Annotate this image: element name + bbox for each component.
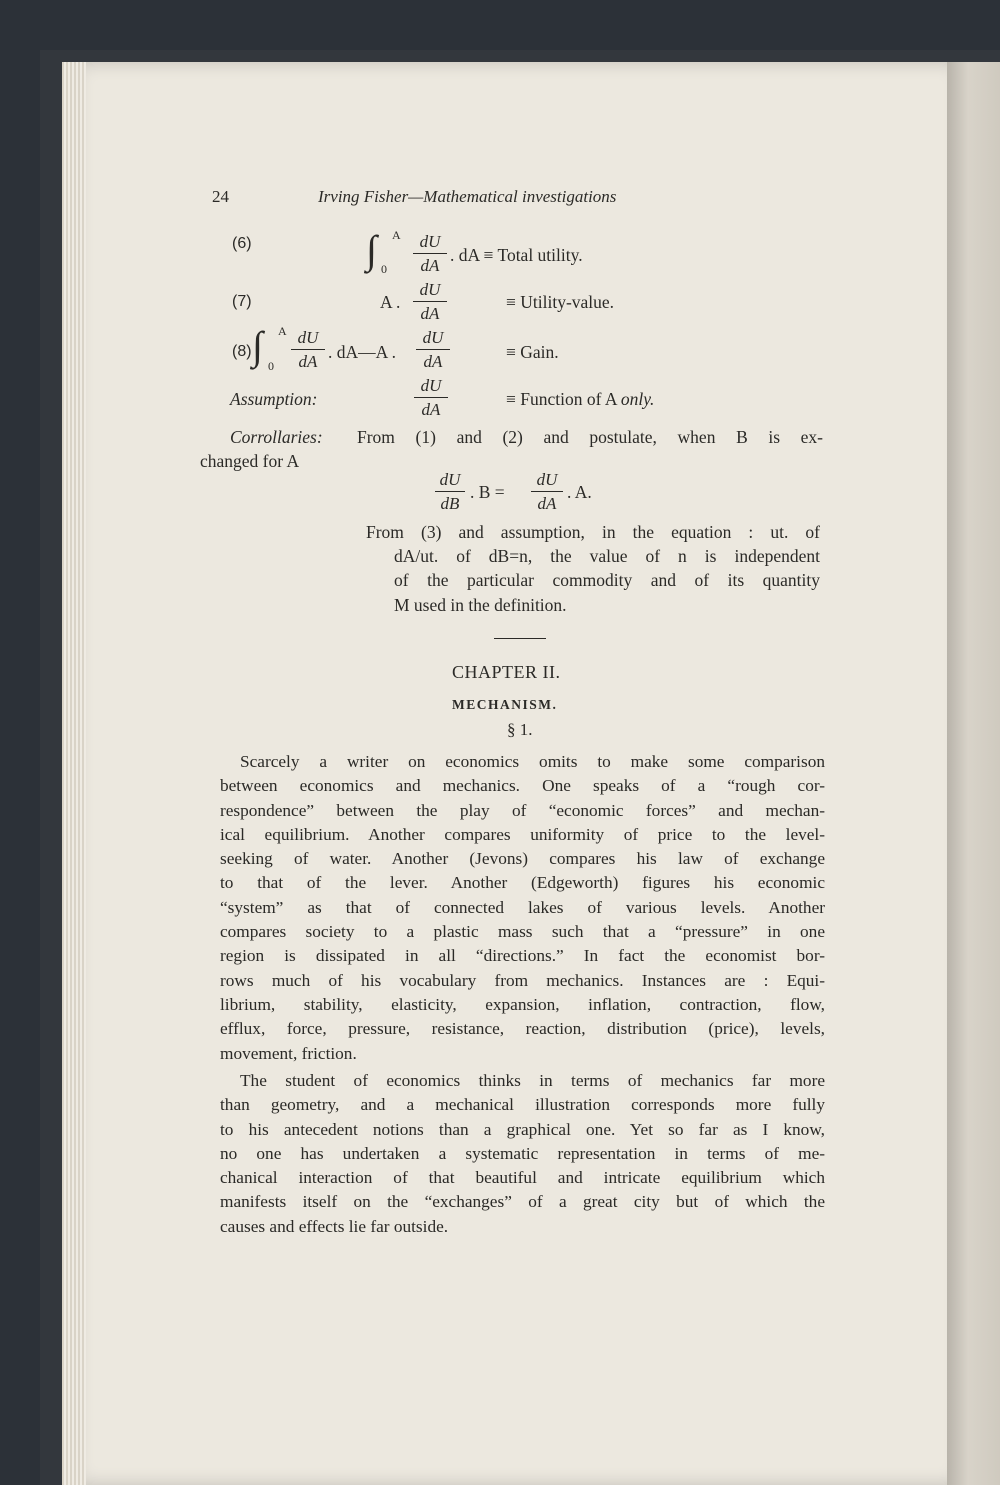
paragraph-line: than geometry, and a mechanical illustration corresponds more fully [220,1095,825,1115]
eq8-rhs: ≡ Gain. [506,342,559,362]
paragraph-line: librium, stability, elasticity, expansion, inflation, contraction, flow, [220,994,825,1014]
paragraph-line: no one has undertaken a systematic representation in terms of me- [220,1143,825,1163]
corollaries-text-line1: From (1) and (2) and postulate, when B is ex- [357,427,823,447]
eq8-numerator-2: dU [422,328,444,347]
corollary-num-left: dU [439,470,461,489]
assumption-fraction [414,376,448,420]
paragraph-line: “system” as that of connected lakes of various levels. Another [220,897,825,917]
eq8-numerator-1: dU [297,328,319,347]
eq7-label: (7) [232,293,252,310]
page-gutter-edge [62,62,86,1485]
assumption-rhs: ≡ Function of A only. [506,389,655,409]
paragraph-2 [220,1069,825,1239]
eq6-denominator: dA [420,256,440,275]
paragraph-line: seeking of water. Another (Jevons) compares his law of exchange [220,849,825,869]
paragraph-line: to his antecedent notions than a graphical one. Yet so far as I know, [220,1119,825,1139]
paragraph-line: to that of the lever. Another (Edgeworth) figures his economic [220,873,825,893]
eq7-rhs: ≡ Utility-value. [506,292,615,312]
corollary-den-left: dB [440,494,460,513]
eq8-fraction-1 [291,328,325,372]
note-line-2: dA/ut. of dB=n, the value of n is independent [394,546,820,566]
paragraph-line: chanical interaction of that beautiful and intricate equilibrium which [220,1168,825,1188]
running-title: Irving Fisher—Mathematical investigations [318,187,617,206]
paragraph-line: efflux, force, pressure, resistance, reaction, distribution (price), levels, [220,1019,825,1039]
page-number: 24 [212,187,229,206]
assumption-numerator: dU [420,376,442,395]
assumption-denominator: dA [421,400,441,419]
note-line-4: M used in the definition. [394,595,567,615]
paragraph-1 [220,750,825,1066]
note-line-3: of the particular commodity and of its quantity [394,570,820,590]
corollary-fraction-left [435,470,465,514]
chapter-subtitle: MECHANISM. [452,697,558,712]
eq6-upper-limit: A [392,228,401,242]
eq8-middle: . dA—A . [328,342,397,362]
eq6-label: (6) [232,235,252,252]
eq7-fraction [413,280,447,324]
corollary-den-right: dA [537,494,557,513]
chapter-title: CHAPTER II. [452,662,561,682]
adjacent-page-strip [947,62,1000,1485]
corollary-middle: . B = [470,482,505,502]
eq6-rhs: . dA ≡ Total utility. [450,245,583,265]
eq8-denominator-1: dA [298,352,318,371]
corollaries-label: Corrollaries: [230,427,323,447]
eq8-lower-limit: 0 [268,359,274,373]
paragraph-line: compares society to a plastic mass such that a “pressure” in one [220,922,825,942]
paragraph-line: between economics and mechanics. One speaks of a “rough cor- [220,776,825,796]
assumption-label: Assumption: [230,389,318,409]
paragraph-line: region is dissipated in all “directions.” In fact the economist bor- [220,946,825,966]
paragraph-line: movement, friction. [220,1043,357,1063]
paragraph-line: ical equilibrium. Another compares uniformity of price to the level- [220,824,825,844]
eq8-denominator-2: dA [423,352,443,371]
integral-sign-icon: ∫ [252,323,263,368]
eq6-lower-limit: 0 [381,262,387,276]
paragraph-line: rows much of his vocabulary from mechanics. Instances are : Equi- [220,970,825,990]
eq7-numerator: dU [419,280,441,299]
corollary-fraction-right [531,470,563,514]
paragraph-line: manifests itself on the “exchanges” of a great city but of which the [220,1192,825,1212]
eq8-fraction-2 [416,328,450,372]
eq8-upper-limit: A [278,324,287,338]
paragraph-line: Scarcely a writer on economics omits to make some comparison [240,752,825,771]
eq8-label: (8) [232,343,252,360]
section-number: § 1. [507,720,533,739]
note-line-1: From (3) and assumption, in the equation : ut. of [366,522,820,542]
section-divider [494,638,546,639]
eq6-numerator: dU [419,232,441,251]
integral-sign-icon: ∫ [366,227,377,272]
corollary-num-right: dU [536,470,558,489]
paragraph-line: respondence” between the play of “economic forces” and mechan- [220,800,825,820]
paragraph-line: causes and effects lie far outside. [220,1216,449,1236]
paragraph-line: The student of economics thinks in terms of mechanics far more [240,1071,825,1090]
corollary-tail: . A. [567,482,592,502]
corollaries-text-line2: changed for A [200,451,300,471]
eq6-fraction [413,232,447,276]
eq7-denominator: dA [420,304,440,323]
eq7-prefix: A . [380,292,401,312]
